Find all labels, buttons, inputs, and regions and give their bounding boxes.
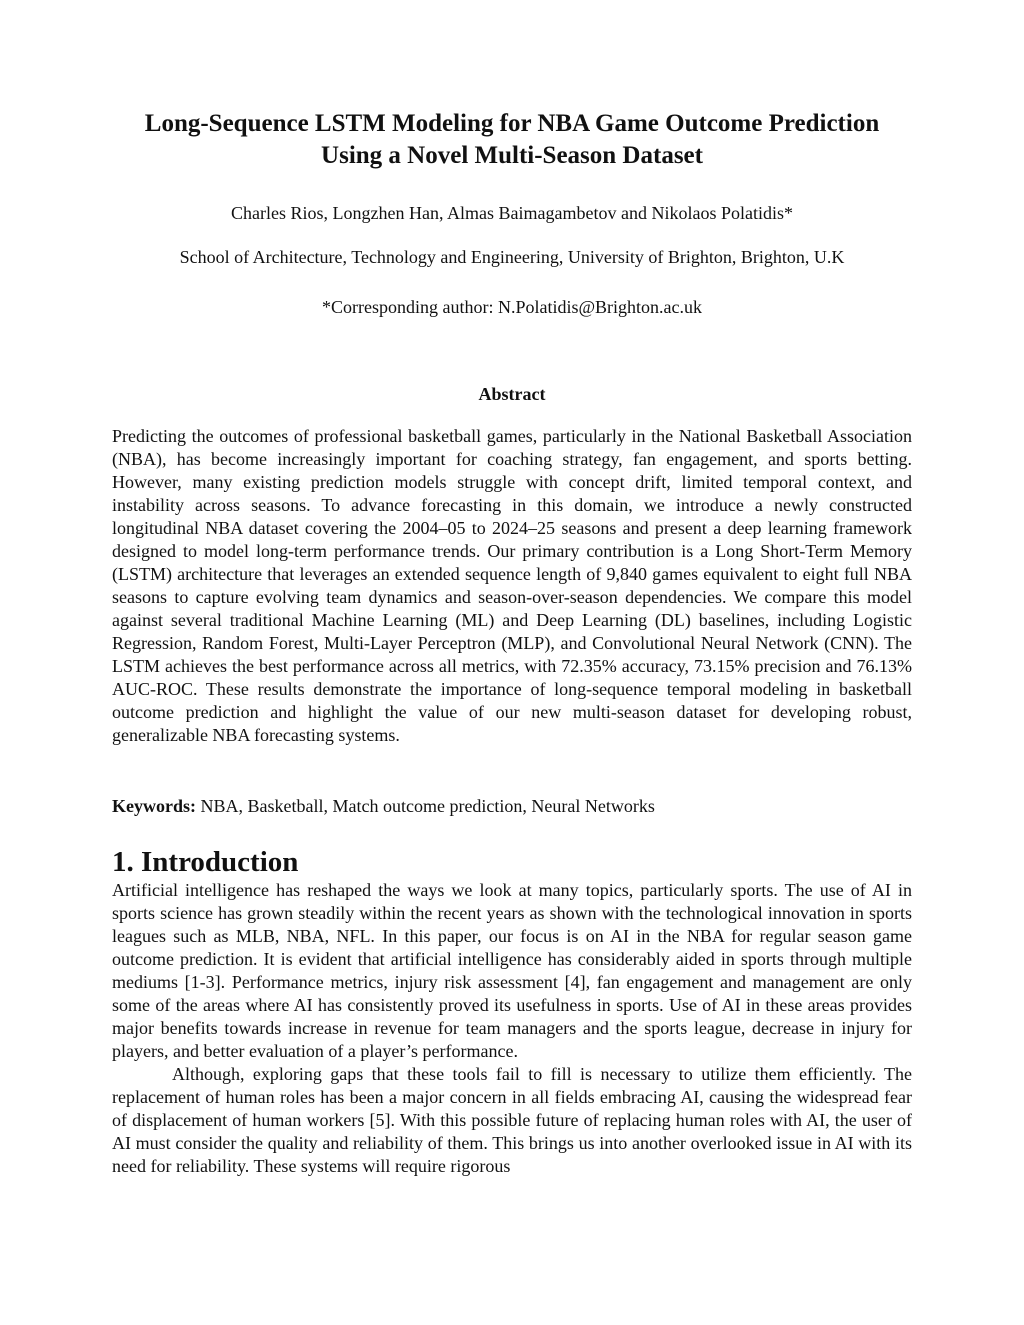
keywords-line (112, 795, 912, 818)
intro-paragraph-1: Artificial intelligence has reshaped the ways we look at many topics, particularly sports. The use of AI in sports science has grown steadily within the recent years as shown with the technological innovation in sports leagues such as MLB, NBA, NFL. In this paper, our focus is on AI in the NBA for regular season game outcome prediction. It is evident that artificial intelligence has considerably aided in sports through multiple mediums [1-3]. Performance metrics, injury risk assessment [4], fan engagement and management are only some of the areas where AI has consistently proved its usefulness in sports. Use of AI in these areas provides major benefits towards increase in revenue for team managers and the sports league, decrease in injury for players, and better evaluation of a player’s performance. (112, 880, 912, 1061)
intro-paragraph-2: Although, exploring gaps that these tools fail to fill is necessary to utilize them efficiently. The replacement of human roles has been a major concern in all fields embracing AI, causing the widespread fear of displacement of human workers [5]. With this possible future of replacing human roles with AI, the user of AI must consider the quality and reliability of them. This brings us into another overlooked issue in AI with its need for reliability. These systems will require rigorous (112, 1064, 912, 1176)
paper-title-line-1: Long-Sequence LSTM Modeling for NBA Game Outcome Prediction (144, 110, 880, 137)
paper-title (112, 108, 912, 172)
keywords-text: NBA, Basketball, Match outcome prediction, Neural Networks (196, 796, 655, 816)
introduction-body (112, 879, 912, 1178)
abstract-heading: Abstract (478, 384, 546, 404)
affiliation: School of Architecture, Technology and Engineering, University of Brighton, Brighton, U.K (179, 247, 845, 267)
corresponding-author: *Corresponding author: N.Polatidis@Brighton.ac.uk (321, 297, 703, 317)
paper-title-line-2: Using a Novel Multi-Season Dataset (321, 142, 703, 169)
section-heading-introduction: 1. Introduction (112, 846, 299, 878)
abstract-text: Predicting the outcomes of professional basketball games, particularly in the National Basketball Association (NBA), has become increasingly important for coaching strategy, fan engagement, and sports betting. However, many existing prediction models struggle with concept drift, limited temporal context, and instability across seasons. To advance forecasting in this domain, we introduce a newly constructed longitudinal NBA dataset covering the 2004–05 to 2024–25 seasons and present a deep learning framework designed to model long-term performance trends. Our primary contribution is a Long Short-Term Memory (LSTM) architecture that leverages an extended sequence length of 9,840 games equivalent to eight full NBA seasons to capture evolving team dynamics and season-over-season dependencies. We compare this model against several traditional Machine Learning (ML) and Deep Learning (DL) baselines, including Logistic Regression, Random Forest, Multi-Layer Perceptron (MLP), and Convolutional Neural Network (CNN). The LSTM achieves the best performance across all metrics, with 72.35% accuracy, 73.15% precision and 76.13% AUC-ROC. These results demonstrate the importance of long-sequence temporal modeling in basketball outcome prediction and highlight the value of our new multi-season dataset for developing robust, generalizable NBA forecasting systems. (112, 426, 912, 745)
keywords-label: Keywords: (112, 796, 196, 816)
author-list: Charles Rios, Longzhen Han, Almas Baimagambetov and Nikolaos Polatidis* (231, 203, 793, 223)
